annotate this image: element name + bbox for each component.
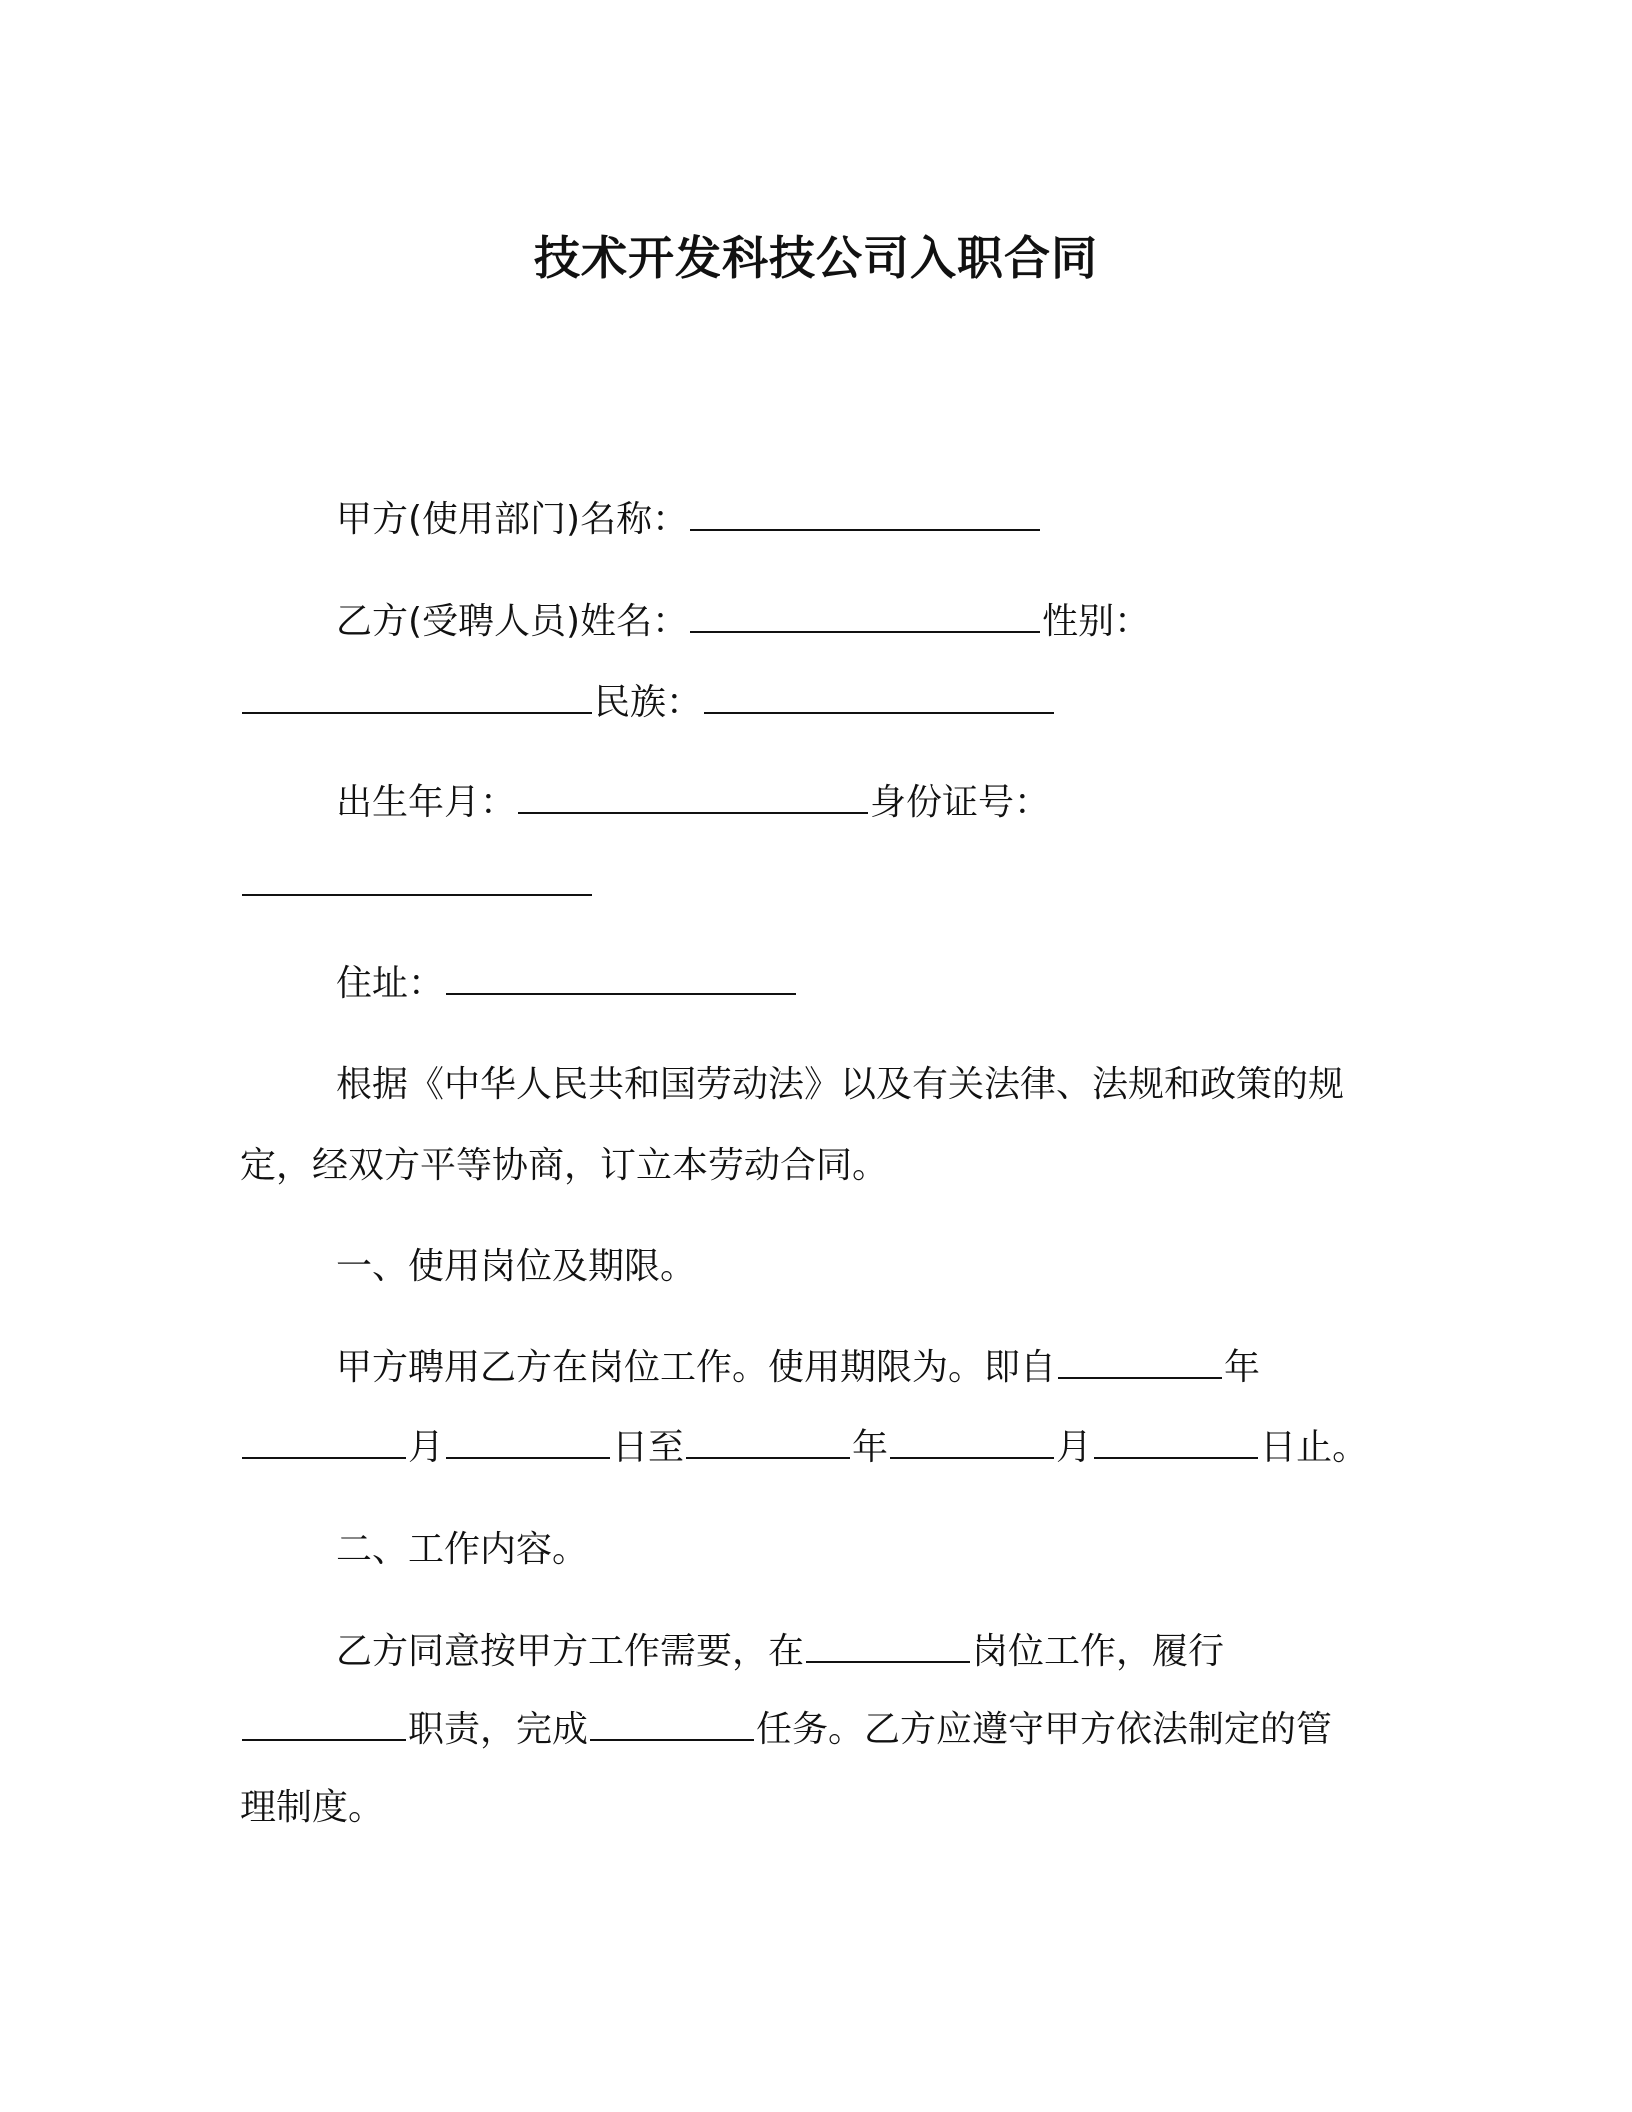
birth-label: 出生年月： — [336, 782, 517, 823]
birth-line — [336, 773, 1496, 833]
duty-text: 职责，完成 — [408, 1709, 589, 1750]
ethnicity-label: 民族： — [594, 682, 703, 723]
section1-line-2 — [240, 1418, 1400, 1478]
party-a-name-blank[interactable] — [690, 499, 1040, 531]
id-line — [240, 855, 1400, 915]
ethnicity-blank[interactable] — [704, 682, 1054, 714]
birth-blank[interactable] — [518, 782, 868, 814]
section1-line-1 — [336, 1338, 1496, 1398]
position-text: 岗位工作，履行 — [972, 1631, 1225, 1672]
address-blank[interactable] — [446, 963, 796, 995]
end-month-blank[interactable] — [890, 1427, 1054, 1459]
id-blank[interactable] — [242, 864, 592, 896]
start-day-unit: 日至 — [612, 1427, 685, 1468]
party-a-label: 甲方(使用部门)名称： — [336, 499, 689, 540]
gender-label: 性别： — [1042, 601, 1151, 642]
end-day-blank[interactable] — [1094, 1427, 1258, 1459]
task-text: 任务。乙方应遵守甲方依法制定的管 — [756, 1709, 1333, 1750]
start-year-unit: 年 — [1224, 1347, 1261, 1388]
party-b-label: 乙方(受聘人员)姓名： — [336, 601, 689, 642]
section2-line-2 — [240, 1700, 1400, 1760]
start-day-blank[interactable] — [446, 1427, 610, 1459]
work-intro-text: 乙方同意按甲方工作需要，在 — [336, 1631, 805, 1672]
address-line — [336, 954, 1496, 1014]
position-blank[interactable] — [806, 1631, 970, 1663]
gender-blank[interactable] — [242, 682, 592, 714]
preamble-line-2: 定，经双方平等协商，订立本劳动合同。 — [240, 1145, 889, 1186]
section2-heading: 二、工作内容。 — [336, 1529, 589, 1570]
party-b-line — [336, 592, 1496, 652]
section2-line-1 — [336, 1622, 1496, 1682]
id-label: 身份证号： — [870, 782, 1051, 823]
duty-blank[interactable] — [242, 1709, 406, 1741]
term-intro-text: 甲方聘用乙方在岗位工作。使用期限为。即自 — [336, 1347, 1057, 1388]
end-day-unit: 日止。 — [1260, 1427, 1369, 1468]
end-year-unit: 年 — [852, 1427, 889, 1468]
start-month-blank[interactable] — [242, 1427, 406, 1459]
section2-line-3: 理制度。 — [240, 1787, 385, 1828]
end-year-blank[interactable] — [686, 1427, 850, 1459]
task-blank[interactable] — [590, 1709, 754, 1741]
address-label: 住址： — [336, 963, 445, 1004]
gender-ethnicity-line — [240, 673, 1400, 733]
start-year-blank[interactable] — [1058, 1347, 1222, 1379]
party-a-line — [336, 490, 1496, 550]
party-b-name-blank[interactable] — [690, 601, 1040, 633]
start-month-unit: 月 — [408, 1427, 445, 1468]
preamble-line-1: 根据《中华人民共和国劳动法》以及有关法律、法规和政策的规 — [336, 1064, 1345, 1105]
end-month-unit: 月 — [1056, 1427, 1093, 1468]
document-title: 技术开发科技公司入职合同 — [534, 231, 1098, 285]
section1-heading: 一、使用岗位及期限。 — [336, 1246, 697, 1287]
